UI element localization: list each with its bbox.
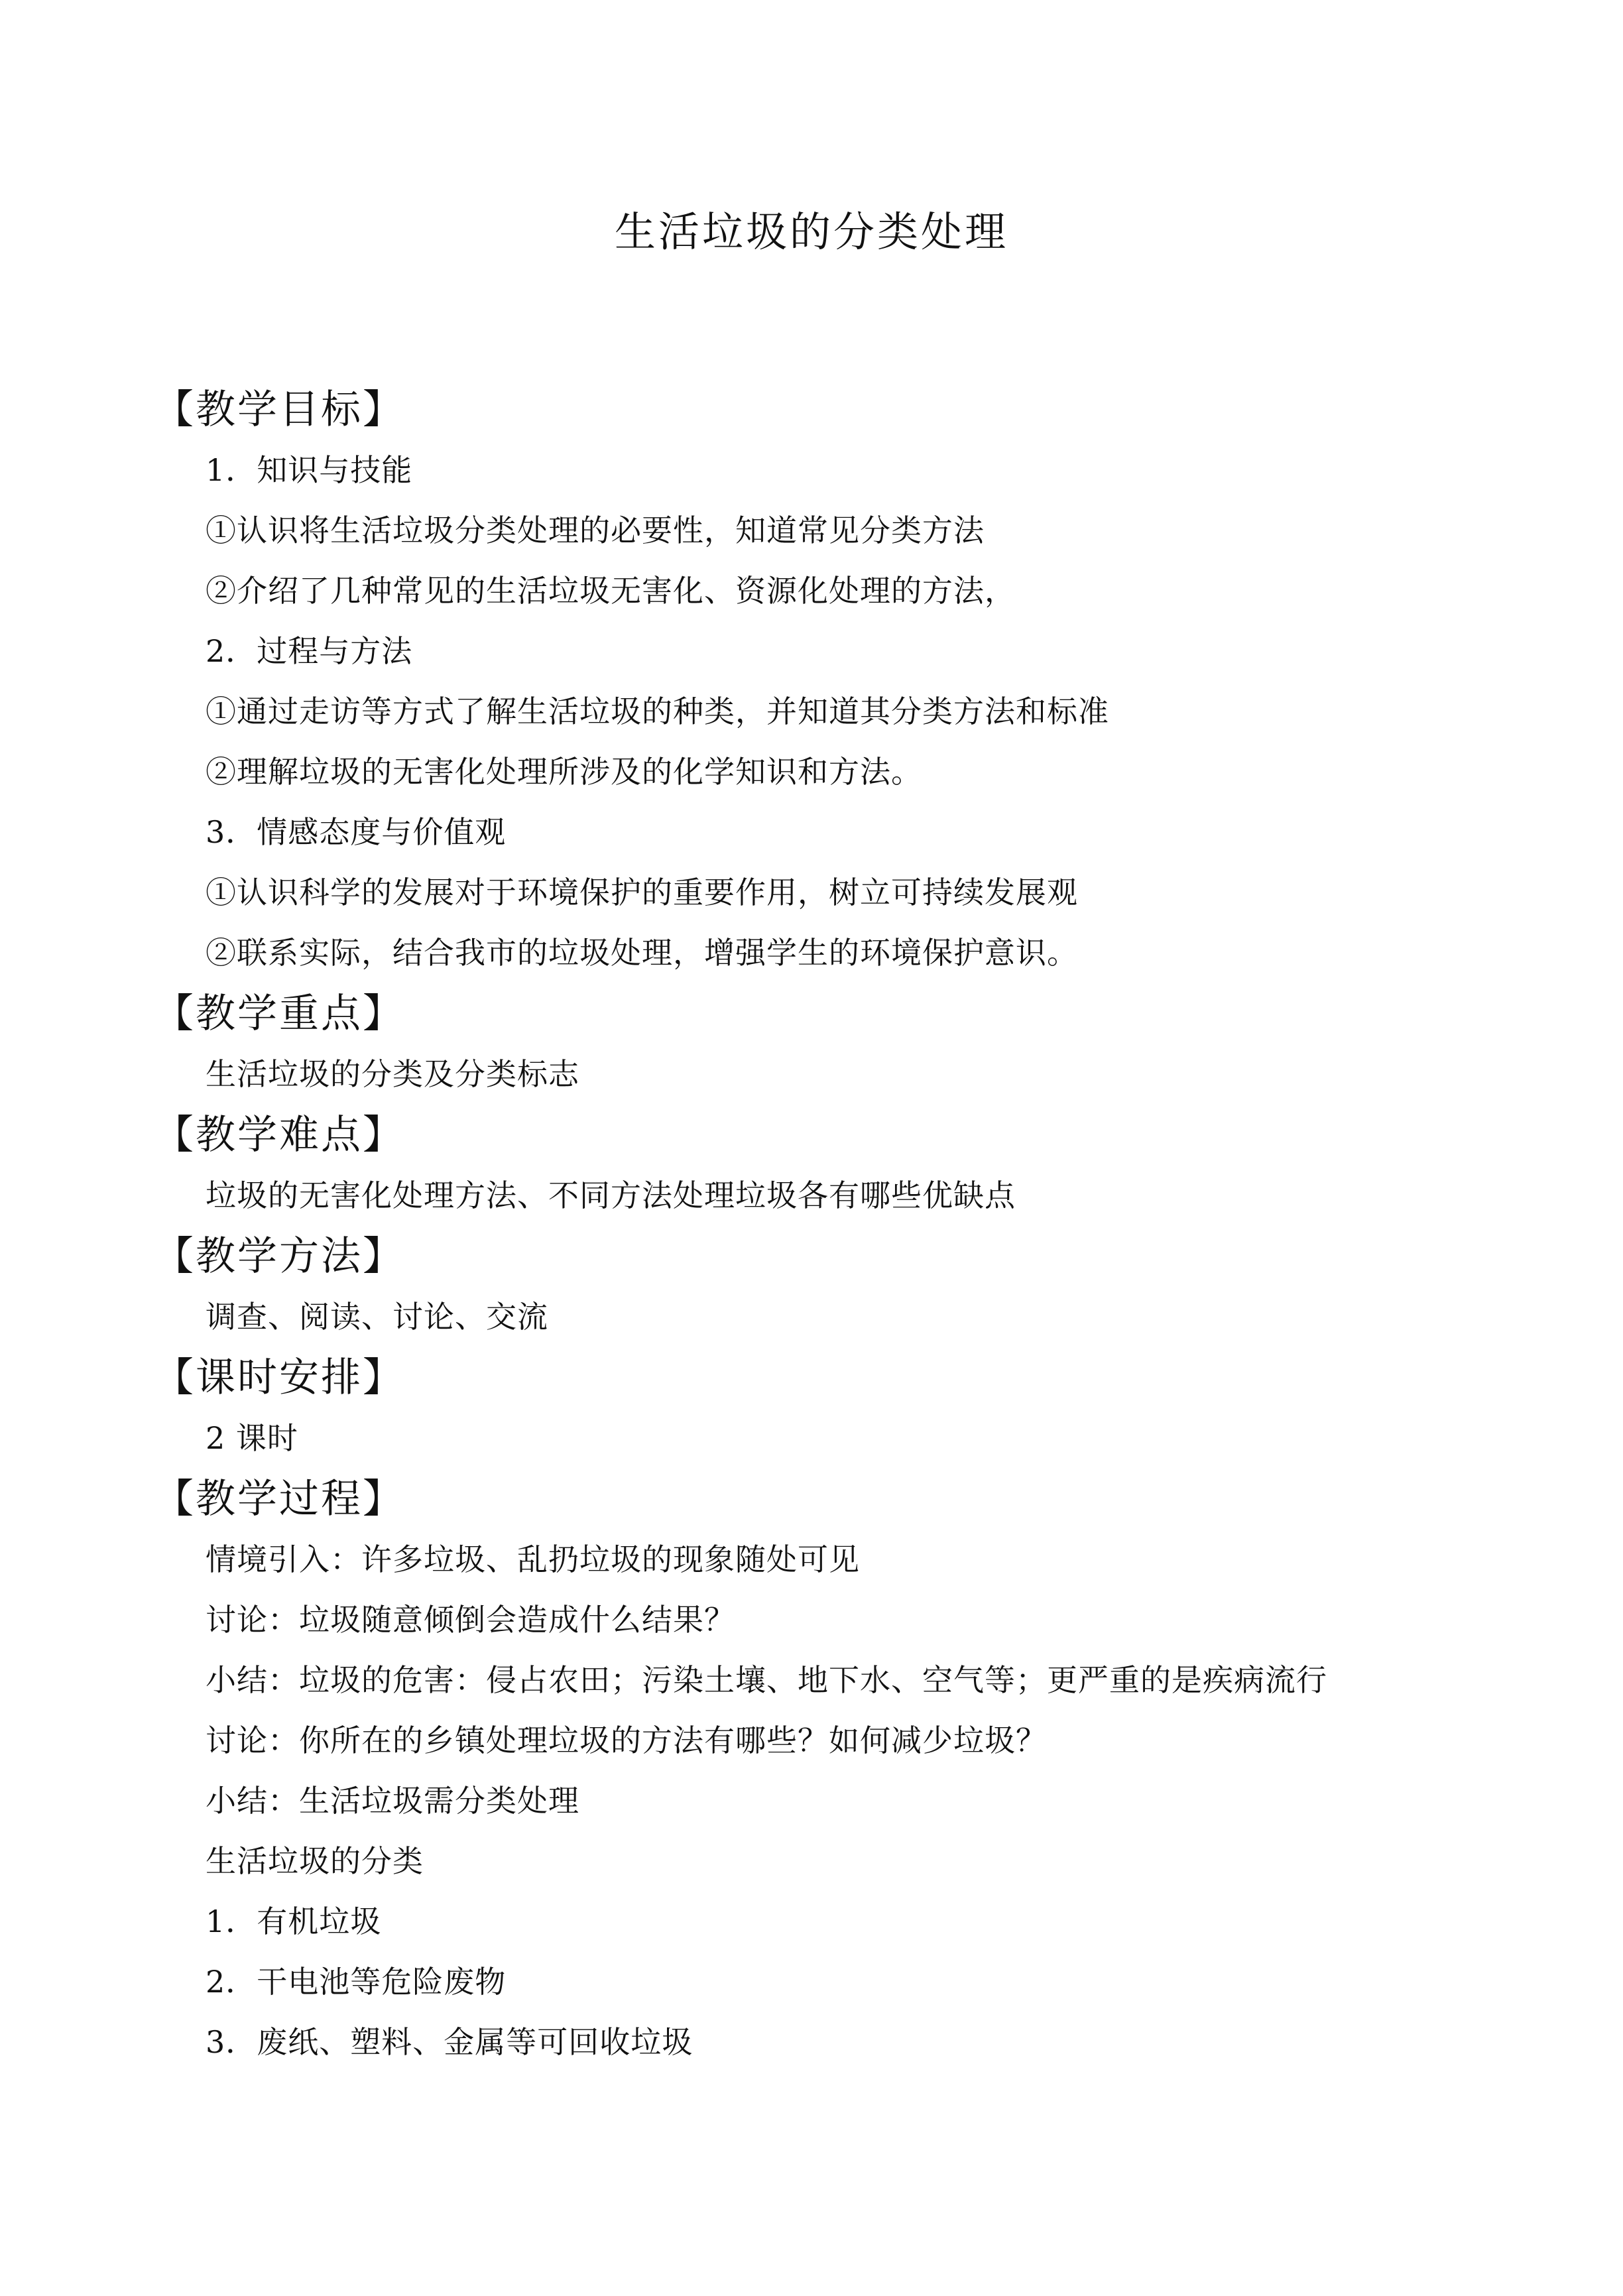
section-teaching-objectives [154,379,1480,983]
section-key-points [154,983,1480,1105]
paragraph-line: 调查、阅读、讨论、交流 [206,1299,548,1335]
section-difficulties [154,1105,1480,1226]
paragraph-line: 垃圾的无害化处理方法、不同方法处理垃圾各有哪些优缺点 [206,1178,1016,1213]
paragraph-line: 3．废纸、塑料、金属等可回收垃圾 [206,2024,693,2060]
section-teaching-process [154,1469,1480,2073]
paragraph-line: 生活垃圾的分类及分类标志 [206,1056,579,1092]
paragraph-line: 2．干电池等危险废物 [206,1964,507,2000]
document-title: 生活垃圾的分类处理 [614,208,1008,256]
section-heading: 【课时安排】 [154,1355,404,1401]
paragraph-line: 2 课时 [206,1420,298,1456]
section-heading: 【教学目标】 [154,387,404,433]
paragraph-line: ①通过走访等方式了解生活垃圾的种类，并知道其分类方法和标准 [206,694,1109,729]
section-heading: 【教学难点】 [154,1112,404,1158]
paragraph-line: 生活垃圾的分类 [206,1843,424,1879]
paragraph-line: 小结：垃圾的危害：侵占农田；污染土壤、地下水、空气等；更严重的是疾病流行 [206,1662,1327,1698]
section-methods [154,1226,1480,1347]
paragraph-line: ②联系实际，结合我市的垃圾处理，增强学生的环境保护意识。 [206,935,1078,971]
paragraph-line: 小结：生活垃圾需分类处理 [206,1783,579,1819]
paragraph-line: ①认识科学的发展对于环境保护的重要作用，树立可持续发展观 [206,875,1078,910]
paragraph-line: 讨论：你所在的乡镇处理垃圾的方法有哪些？如何减少垃圾？ [206,1722,1047,1758]
paragraph-line: 情境引入：许多垃圾、乱扔垃圾的现象随处可见 [206,1541,860,1577]
paragraph-line: 2．过程与方法 [206,633,413,669]
section-schedule [154,1347,1480,1469]
section-heading: 【教学方法】 [154,1233,404,1280]
paragraph-line: 3．情感态度与价值观 [206,814,507,850]
paragraph-line: 1．有机垃圾 [206,1903,382,1939]
section-heading: 【教学过程】 [154,1476,404,1522]
paragraph-line: ②介绍了几种常见的生活垃圾无害化、资源化处理的方法， [206,573,1016,609]
paragraph-line: 讨论：垃圾随意倾倒会造成什么结果？ [206,1602,735,1638]
paragraph-line: ①认识将生活垃圾分类处理的必要性，知道常见分类方法 [206,513,985,548]
document-body [154,379,1480,2073]
paragraph-line: ②理解垃圾的无害化处理所涉及的化学知识和方法。 [206,754,922,790]
section-heading: 【教学重点】 [154,991,404,1037]
paragraph-line: 1．知识与技能 [206,452,413,488]
